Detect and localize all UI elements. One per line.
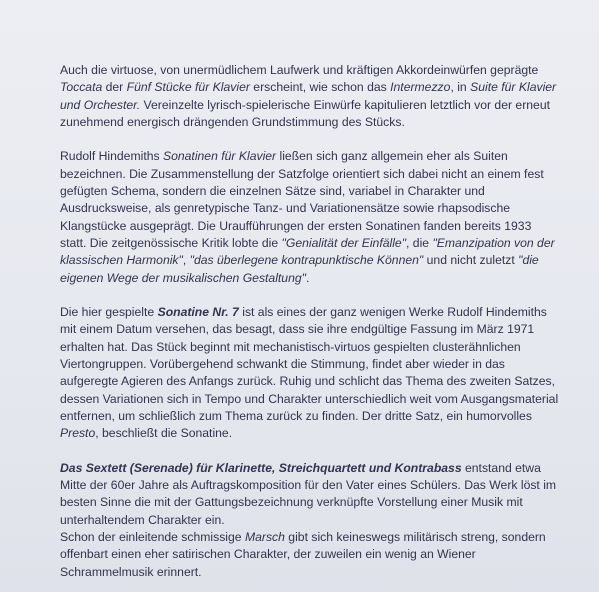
text-run: Das Sextett (Serenade) für Klarinette, Streichquartett und Kontrabass — [60, 460, 462, 475]
text-run: und nicht zuletzt — [423, 253, 519, 268]
text-run: entstand etwa Mitte der 60er Jahre als Auftragskomposition für den Vater eines Schülers. Das Werk löst im besten Sinne die mit der Gattungsbezeichnung verknüpfte Vorstellung einer Musik mit unterhaltendem Charakter ein. — [60, 460, 557, 527]
text-run: "das überlegene kontrapunktische Können" — [189, 253, 424, 268]
text-run: Die hier gespielte — [60, 305, 158, 320]
text-run: , die — [406, 235, 433, 250]
text-run: Fünf Stücke für Klavier — [126, 80, 250, 95]
text-run: "die eigenen Wege der musikalischen Gestaltung" — [60, 253, 539, 285]
text-run: , — [182, 253, 190, 268]
text-run: Marsch — [244, 530, 285, 545]
text-run: Sonatine Nr. 7 — [157, 305, 239, 320]
paragraph-toccata — [60, 62, 560, 131]
text-run: ist als eines der ganz wenigen Werke Rudolf Hindemiths mit einem Datum versehen, das besagt, dass sie ihre endgültige Fassung im März 1971 erhalten hat. Das Stück beginnt mit mechanistisch-virtuos gespielten clusterähnlichen Viertongruppen. Vorübergehend schwankt die Stimmung, findet aber wieder in das aufgeregte Agieren des Anfangs zurück. Ruhig und schlicht das Thema des zweiten Satzes, dessen Variationen sich in Tempo und Charakter unterschiedlich weit vom Ausgangsmaterial entfernen, um schließlich zum Thema zurück zu finden. Der dritte Satz, ein humorvolles — [60, 305, 559, 423]
text-run: Presto — [60, 426, 96, 441]
text-run: der — [102, 80, 127, 95]
text-run: "Genialität der Einfälle" — [281, 235, 407, 250]
text-run: erscheint, wie schon das — [249, 80, 391, 95]
text-run: ließen sich ganz allgemein eher als Suiten bezeichnen. Die Zusammenstellung der Satzfolge orientiert sich dabei nicht an einem fest gefügten Schema, sondern die einzelnen Sätze sind, variabel in Charakter und Ausdrucksweise, als genretypische Tanz- und Variationensätze sowie rhapsodische Klangstücke ausgeprägt. Die Uraufführungen der ersten Sonatinen fanden bereits 1933 statt. Die zeitgenössische Kritik lobte die — [60, 149, 544, 250]
text-run: "Emanzipation von der klassischen Harmonik" — [60, 235, 555, 268]
text-run: , beschließt die Sonatine. — [95, 426, 233, 441]
text-run: Vereinzelte lyrisch-spielerische Einwürfe kapitulieren letztlich vor der erneut zunehmend energisch drängenden Grundstimmung des Stücks. — [60, 97, 550, 129]
text-run: Schon der einleitende schmissige — [60, 530, 245, 545]
text-run: Rudolf Hindemiths — [60, 149, 163, 164]
text-block — [60, 62, 560, 581]
text-run: Intermezzo — [390, 80, 451, 95]
paragraph-sonatine-nr7 — [60, 304, 560, 442]
paragraph-sextett — [60, 460, 560, 529]
paragraph-marsch — [60, 529, 560, 581]
text-run: . — [305, 270, 310, 285]
paragraph-sonatinen — [60, 148, 560, 286]
text-run: , in — [450, 80, 471, 95]
text-run: Auch die virtuose, von unermüdlichem Laufwerk und kräftigen Akkordeinwürfen geprägte — [60, 63, 539, 77]
text-run: Sonatinen für Klavier — [162, 149, 277, 164]
text-run: Toccata — [60, 80, 103, 95]
text-run: Suite für Klavier und Orchester. — [60, 80, 557, 112]
text-run: gibt sich keineswegs militärisch streng, sondern offenbart einen eher satirischen Charakter, der zuweilen ein wenig an Wiener Schrammelmusik erinnert. — [60, 530, 546, 579]
